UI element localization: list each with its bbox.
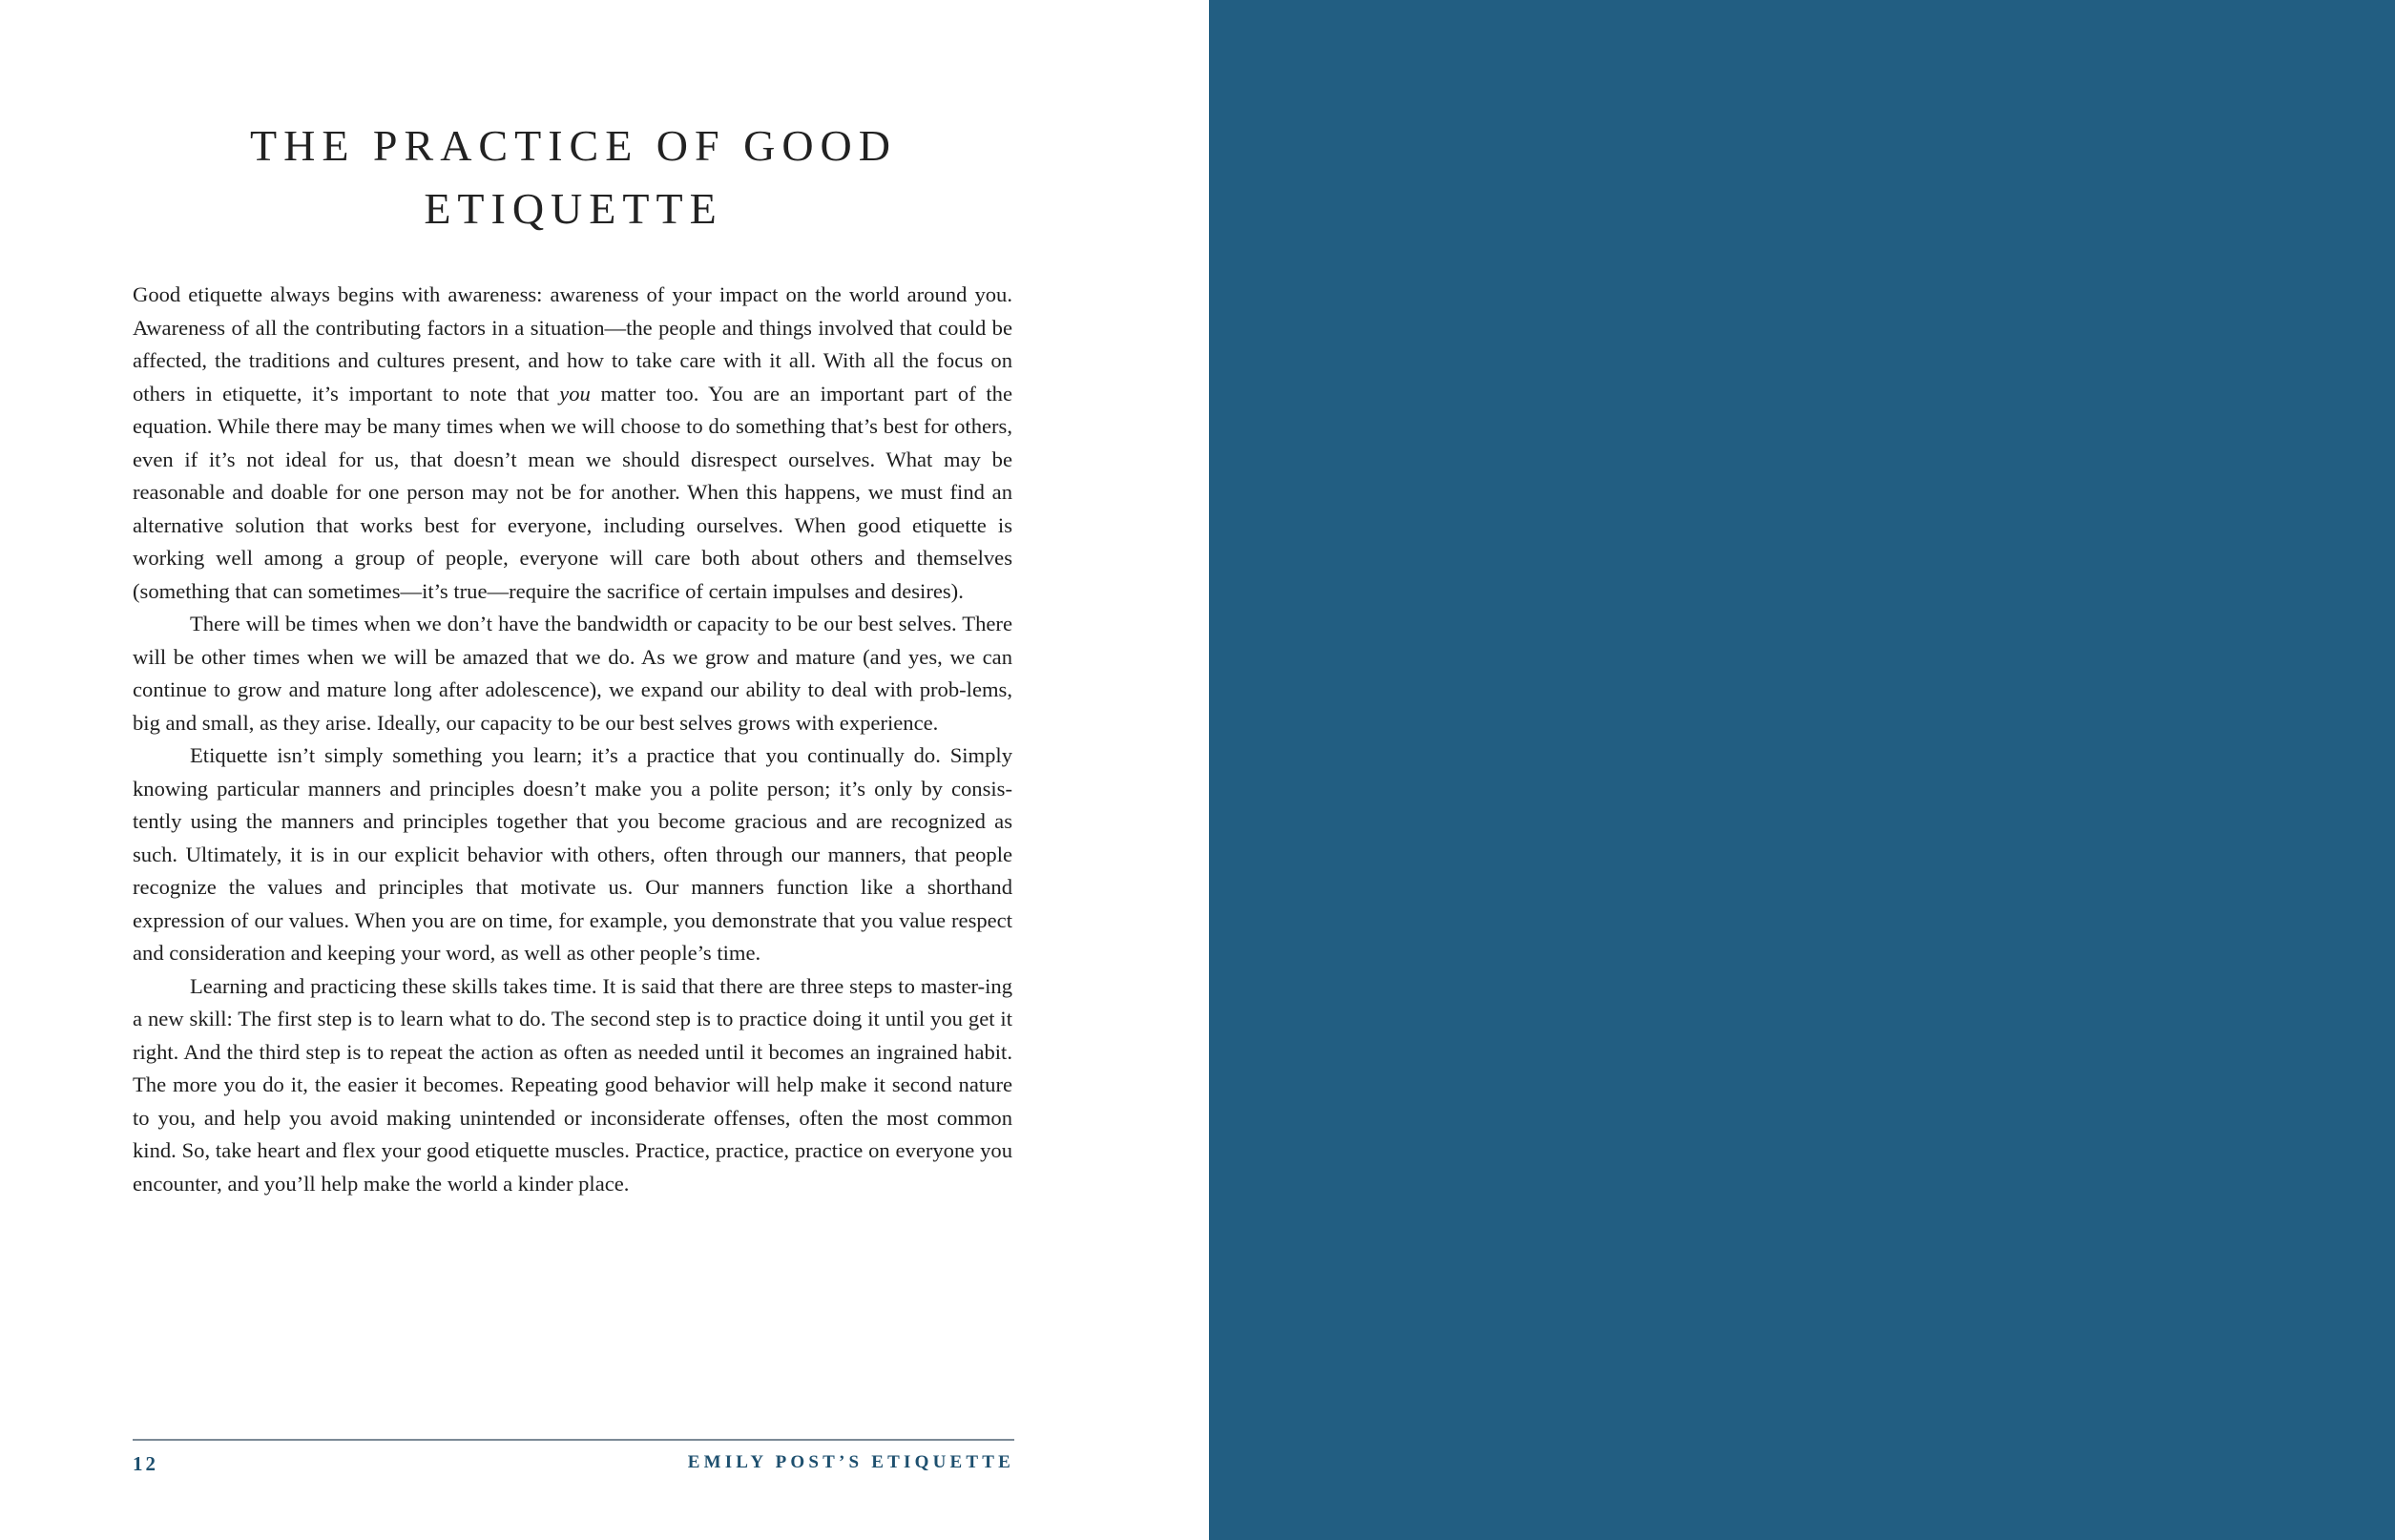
chapter-title-line-2: ETIQUETTE: [424, 184, 723, 233]
chapter-title-line-1: THE PRACTICE OF GOOD: [250, 121, 897, 170]
blue-color-panel: [1209, 0, 2395, 1540]
paragraph-1-text-end: matter too. You are an important part of the equation. While there may be many times when we will choose to do something that’s best for others, even if it’s not ideal for us, that doesn’t mean we should disrespect ourselves. What may be reasonable and doable for one person may not be for another. When this happens, we must find an alternative solution that works best for everyone, including ourselves. When good etiquette is working well among a group of people, everyone will care both about others and themselves (something that can sometimes—it’s true—require the sacrifice of certain impulses and desires).: [133, 381, 1012, 603]
emphasis-you: you: [559, 381, 591, 406]
paragraph-4: Learning and practicing these skills takes time. It is said that there are three steps to master-ing a new skill: The first step is to learn what to do. The second step is to practice doing it until you get it right. And the third step is to repeat the action as often as needed until it becomes an ingrained habit. The more you do it, the easier it becomes. Repeating good behavior will help make it second nature to you, and help you avoid making unintended or inconsiderate offenses, often the most common kind. So, take heart and flex your good etiquette muscles. Practice, practice, practice on everyone you encounter, and you’ll help make the world a kinder place.: [133, 973, 1012, 1196]
paragraph-1: [133, 279, 1012, 608]
page-number: 12: [133, 1452, 158, 1475]
running-head: EMILY POST’S ETIQUETTE: [687, 1452, 1014, 1472]
footer-rule: [133, 1439, 1014, 1441]
paragraph-3: Etiquette isn’t simply something you learn; it’s a practice that you continually do. Simply knowing particular manners and principles doesn’t make you a polite person; it’s only by consis-tently using the manners and principles together that you become gracious and are recognized as such. Ultimately, it is in our explicit behavior with others, often through our manners, that people recognize the values and principles that motivate us. Our manners function like a shorthand expression of our values. When you are on time, for example, you demonstrate that you value respect and consideration and keeping your word, as well as other people’s time.: [133, 743, 1012, 965]
paragraph-1-text-start: Good etiquette always begins with awareness: awareness of your impact on the world around you. Awareness of all the contributing factors in a situation—the people and things involved that could be affected, the traditions and cultures present, and how to take care with it all. With all the focus on others in etiquette, it’s important to note that: [133, 282, 1012, 406]
body-text: [133, 279, 1012, 1200]
chapter-title: [133, 114, 1014, 240]
paragraph-2: There will be times when we don’t have the bandwidth or capacity to be our best selves. There will be other times when we will be amazed that we do. As we grow and mature (and yes, we can continue to grow and mature long after adolescence), we expand our ability to deal with prob-lems, big and small, as they arise. Ideally, our capacity to be our best selves grows with experience.: [133, 612, 1012, 735]
